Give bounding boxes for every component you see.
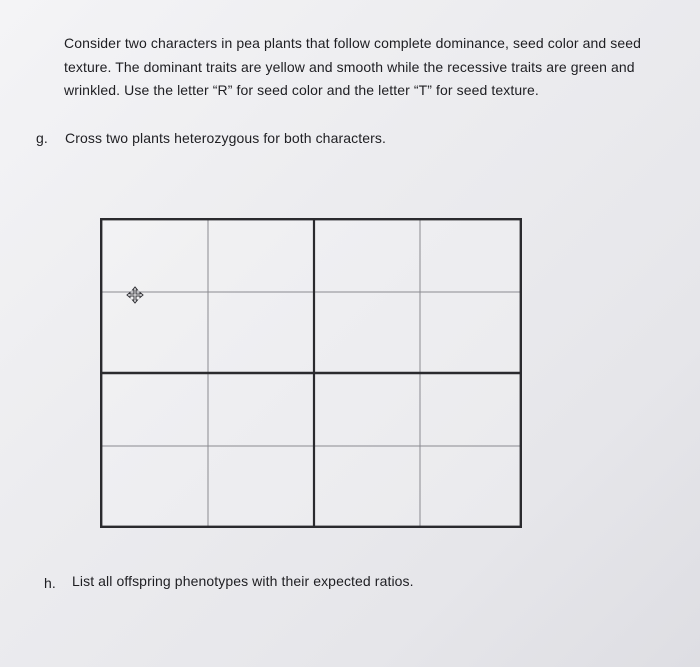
punnett-cell-r4-c2[interactable] <box>208 446 314 528</box>
punnett-cell-r1-c2[interactable] <box>208 218 314 292</box>
punnett-cell-r1-c1[interactable] <box>100 218 208 292</box>
punnett-cell-r1-c3[interactable] <box>314 218 420 292</box>
punnett-cell-r2-c3[interactable] <box>314 292 420 373</box>
intro-text-line-1: Consider two characters in pea plants that follow complete dominance, seed color and seed <box>64 35 641 51</box>
punnett-cell-r2-c1[interactable] <box>100 292 208 373</box>
question-g-text: Cross two plants heterozygous for both characters. <box>65 130 386 146</box>
move-cursor-icon <box>126 286 144 304</box>
punnett-cell-r3-c1[interactable] <box>100 373 208 446</box>
punnett-square <box>100 218 522 528</box>
punnett-cell-r4-c3[interactable] <box>314 446 420 528</box>
punnett-cell-r3-c2[interactable] <box>208 373 314 446</box>
question-g-label: g. <box>36 130 48 146</box>
punnett-square-grid <box>100 218 522 528</box>
punnett-cell-r3-c4[interactable] <box>420 373 522 446</box>
punnett-cell-r3-c3[interactable] <box>314 373 420 446</box>
question-h-label: h. <box>44 575 56 591</box>
punnett-cell-r2-c4[interactable] <box>420 292 522 373</box>
intro-text-line-3: wrinkled. Use the letter “R” for seed color and the letter “T” for seed texture. <box>64 82 539 98</box>
intro-text-line-2: texture. The dominant traits are yellow and smooth while the recessive traits are green and <box>64 59 635 75</box>
punnett-cell-r2-c2[interactable] <box>208 292 314 373</box>
punnett-cell-r4-c1[interactable] <box>100 446 208 528</box>
punnett-cell-r1-c4[interactable] <box>420 218 522 292</box>
punnett-cell-r4-c4[interactable] <box>420 446 522 528</box>
question-h-text: List all offspring phenotypes with their expected ratios. <box>72 573 414 589</box>
